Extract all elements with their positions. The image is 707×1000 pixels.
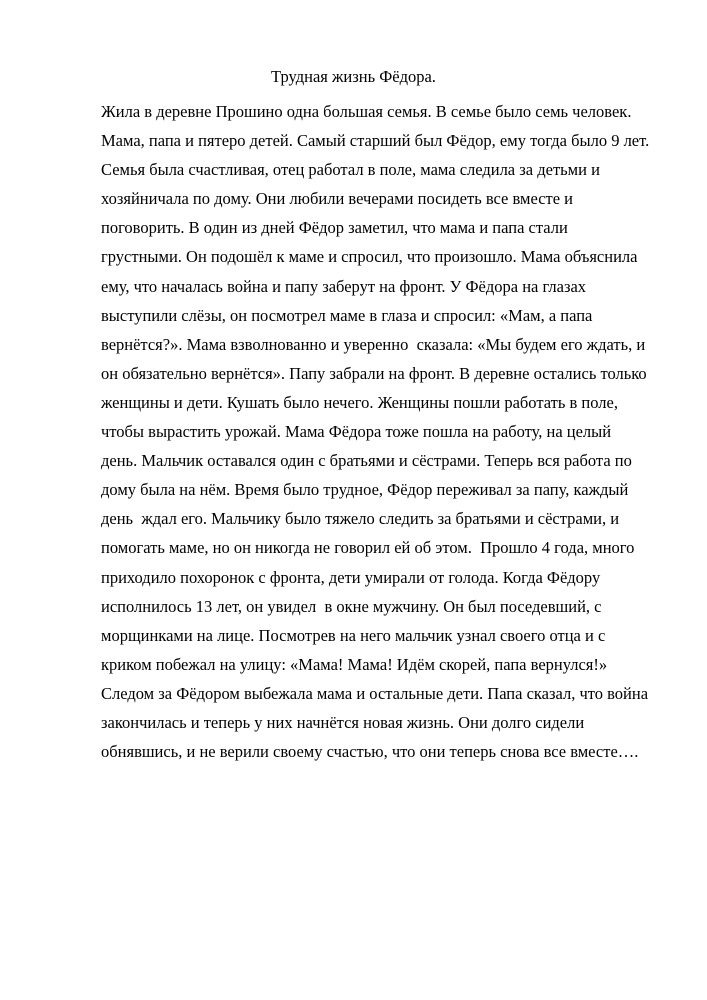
text-line: день ждал его. Мальчику было тяжело следить за братьями и сёстрами, и (101, 509, 620, 529)
text-line: день. Мальчик оставался один с братьями и сёстрами. Теперь вся работа по (101, 451, 632, 471)
text-line: чтобы вырастить урожай. Мама Фёдора тоже пошла на работу, на целый (101, 422, 612, 442)
text-line: помогать маме, но он никогда не говорил ей об этом. Прошло 4 года, много (101, 538, 635, 558)
text-line: дому была на нём. Время было трудное, Фёдор переживал за папу, каждый (101, 480, 629, 500)
text-line: поговорить. В один из дней Фёдор заметил, что мама и папа стали (101, 218, 568, 238)
text-line: Мама, папа и пятеро детей. Самый старший был Фёдор, ему тогда было 9 лет. (101, 131, 650, 151)
text-line: вернётся?». Мама взволнованно и уверенно сказала: «Мы будем его ждать, и (101, 334, 646, 354)
text-line: грустными. Он подошёл к маме и спросил, что произошло. Мама объяснила (101, 247, 638, 267)
text-line: Семья была счастливая, отец работал в поле, мама следила за детьми и (101, 160, 600, 180)
text-line: приходило похоронок с фронта, дети умирали от голода. Когда Фёдору (101, 567, 601, 587)
text-line: обнявшись, и не верили своему счастью, что они теперь снова все вместе…. (101, 742, 639, 762)
text-line: криком побежал на улицу: «Мама! Мама! Идём скорей, папа вернулся!» (101, 654, 608, 674)
document-body (101, 97, 661, 766)
text-line: морщинками на лице. Посмотрев на него мальчик узнал своего отца и с (101, 625, 606, 645)
text-line: хозяйничала по дому. Они любили вечерами посидеть все вместе и (101, 189, 574, 209)
text-line: исполнилось 13 лет, он увидел в окне мужчину. Он был поседевший, с (101, 596, 602, 616)
text-line: женщины и дети. Кушать было нечего. Женщины пошли работать в поле, (101, 392, 618, 412)
text-line: Жила в деревне Прошино одна большая семья. В семье было семь человек. (101, 102, 632, 121)
text-line: Следом за Фёдором выбежала мама и остальные дети. Папа сказал, что война (101, 683, 649, 703)
text-line: он обязательно вернётся». Папу забрали на фронт. В деревне остались только (101, 363, 647, 383)
document-title: Трудная жизнь Фёдора. (271, 67, 436, 86)
text-line: закончилась и теперь у них начнётся новая жизнь. Они долго сидели (101, 712, 585, 732)
text-line: ему, что началась война и папу заберут на фронт. У Фёдора на глазах (101, 276, 587, 296)
text-line: выступили слёзы, он посмотрел маме в глаза и спросил: «Мам, а папа (101, 305, 593, 325)
